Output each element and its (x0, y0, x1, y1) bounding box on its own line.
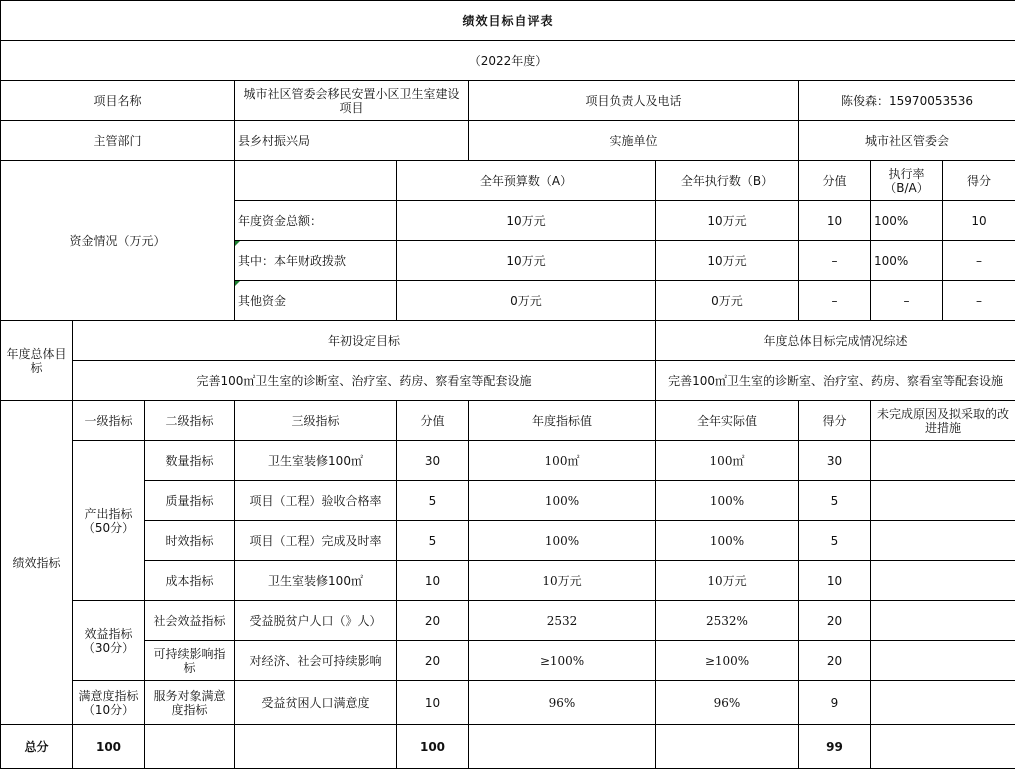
funds-col-got: 得分 (943, 161, 1015, 201)
perf-target: ≥100% (469, 641, 656, 681)
perf-l2: 数量指标 (145, 441, 235, 481)
perf-header-l2: 二级指标 (145, 401, 235, 441)
perf-remark (871, 601, 1015, 641)
perf-l3: 受益脱贫户人口（》人） (235, 601, 397, 641)
funds-header-blank (235, 161, 397, 201)
total-score-col: 100 (397, 725, 469, 769)
table-title: 绩效目标自评表 (1, 1, 1015, 41)
funds-cell: – (943, 241, 1015, 281)
perf-l3: 受益贫困人口满意度 (235, 681, 397, 725)
goal-label: 年度总体目标 (1, 321, 73, 401)
perf-header-actual: 全年实际值 (656, 401, 799, 441)
perf-actual: 10万元 (656, 561, 799, 601)
perf-score: 5 (397, 481, 469, 521)
funds-cell: 10 (943, 201, 1015, 241)
funds-cell: 100% (871, 201, 943, 241)
contact-label: 项目负责人及电话 (469, 81, 799, 121)
funds-cell: – (943, 281, 1015, 321)
perf-remark (871, 681, 1015, 725)
perf-score: 20 (397, 641, 469, 681)
total-got: 99 (799, 725, 871, 769)
funds-row-total: 年度资金总额： (235, 201, 397, 241)
perf-got: 5 (799, 481, 871, 521)
goal-summary-text: 完善100㎡卫生室的诊断室、治疗室、药房、察看室等配套设施 (656, 361, 1015, 401)
total-blank (656, 725, 799, 769)
funds-col-budget: 全年预算数（A） (397, 161, 656, 201)
perf-l2: 时效指标 (145, 521, 235, 561)
funds-cell: – (871, 281, 943, 321)
funds-col-rate: 执行率（B/A） (871, 161, 943, 201)
funds-cell: – (799, 241, 871, 281)
perf-score: 30 (397, 441, 469, 481)
funds-cell: 10万元 (397, 241, 656, 281)
dept-value: 县乡村振兴局 (235, 121, 469, 161)
perf-got: 20 (799, 641, 871, 681)
perf-actual: 100% (656, 521, 799, 561)
dept-label: 主管部门 (1, 121, 235, 161)
goal-summary-header: 年度总体目标完成情况综述 (656, 321, 1015, 361)
total-label: 总分 (1, 725, 73, 769)
perf-actual: 100㎡ (656, 441, 799, 481)
perf-score: 5 (397, 521, 469, 561)
perf-target: 100㎡ (469, 441, 656, 481)
perf-actual: 2532% (656, 601, 799, 641)
perf-header-score: 分值 (397, 401, 469, 441)
total-score: 100 (73, 725, 145, 769)
perf-l2: 成本指标 (145, 561, 235, 601)
funds-cell: 0万元 (656, 281, 799, 321)
perf-actual: ≥100% (656, 641, 799, 681)
funds-cell: 10 (799, 201, 871, 241)
funds-cell: 10万元 (397, 201, 656, 241)
perf-header-remark: 未完成原因及拟采取的改进措施 (871, 401, 1015, 441)
perf-score: 10 (397, 561, 469, 601)
perf-label: 绩效指标 (1, 401, 73, 725)
total-blank (871, 725, 1015, 769)
perf-remark (871, 481, 1015, 521)
perf-header-target: 年度指标值 (469, 401, 656, 441)
perf-remark (871, 641, 1015, 681)
perf-group-satisfaction: 满意度指标（10分） (73, 681, 145, 725)
funds-cell: 100% (871, 241, 943, 281)
perf-got: 5 (799, 521, 871, 561)
perf-l2: 社会效益指标 (145, 601, 235, 641)
total-blank (469, 725, 656, 769)
perf-got: 20 (799, 601, 871, 641)
funds-col-score: 分值 (799, 161, 871, 201)
perf-actual: 96% (656, 681, 799, 725)
perf-target: 100% (469, 481, 656, 521)
perf-group-benefit: 效益指标（30分） (73, 601, 145, 681)
impl-value: 城市社区管委会 (799, 121, 1015, 161)
impl-label: 实施单位 (469, 121, 799, 161)
goal-initial-header: 年初设定目标 (73, 321, 656, 361)
perf-l3: 项目（工程）完成及时率 (235, 521, 397, 561)
goal-initial-text: 完善100㎡卫生室的诊断室、治疗室、药房、察看室等配套设施 (73, 361, 656, 401)
perf-remark (871, 521, 1015, 561)
perf-target: 100% (469, 521, 656, 561)
perf-group-output: 产出指标（50分） (73, 441, 145, 601)
perf-header-l1: 一级指标 (73, 401, 145, 441)
perf-score: 10 (397, 681, 469, 725)
perf-got: 9 (799, 681, 871, 725)
perf-remark (871, 561, 1015, 601)
year-label: （2022年度） (1, 41, 1015, 81)
project-name-value: 城市社区管委会移民安置小区卫生室建设项目 (235, 81, 469, 121)
perf-l3: 对经济、社会可持续影响 (235, 641, 397, 681)
total-blank (235, 725, 397, 769)
funds-cell: – (799, 281, 871, 321)
perf-target: 10万元 (469, 561, 656, 601)
perf-l2: 可持续影响指标 (145, 641, 235, 681)
perf-actual: 100% (656, 481, 799, 521)
funds-row-fiscal: 其中：本年财政拨款 (235, 241, 397, 281)
perf-got: 30 (799, 441, 871, 481)
funds-cell: 10万元 (656, 241, 799, 281)
perf-target: 2532 (469, 601, 656, 641)
contact-value: 陈俊森：15970053536 (799, 81, 1015, 121)
perf-header-l3: 三级指标 (235, 401, 397, 441)
perf-l3: 卫生室装修100㎡ (235, 441, 397, 481)
perf-remark (871, 441, 1015, 481)
project-name-label: 项目名称 (1, 81, 235, 121)
perf-l2: 质量指标 (145, 481, 235, 521)
perf-l3: 卫生室装修100㎡ (235, 561, 397, 601)
perf-target: 96% (469, 681, 656, 725)
perf-got: 10 (799, 561, 871, 601)
funds-label: 资金情况（万元） (1, 161, 235, 321)
funds-col-exec: 全年执行数（B） (656, 161, 799, 201)
perf-l2: 服务对象满意度指标 (145, 681, 235, 725)
funds-row-other: 其他资金 (235, 281, 397, 321)
total-blank (145, 725, 235, 769)
perf-l3: 项目（工程）验收合格率 (235, 481, 397, 521)
perf-header-got: 得分 (799, 401, 871, 441)
perf-score: 20 (397, 601, 469, 641)
funds-cell: 0万元 (397, 281, 656, 321)
funds-cell: 10万元 (656, 201, 799, 241)
